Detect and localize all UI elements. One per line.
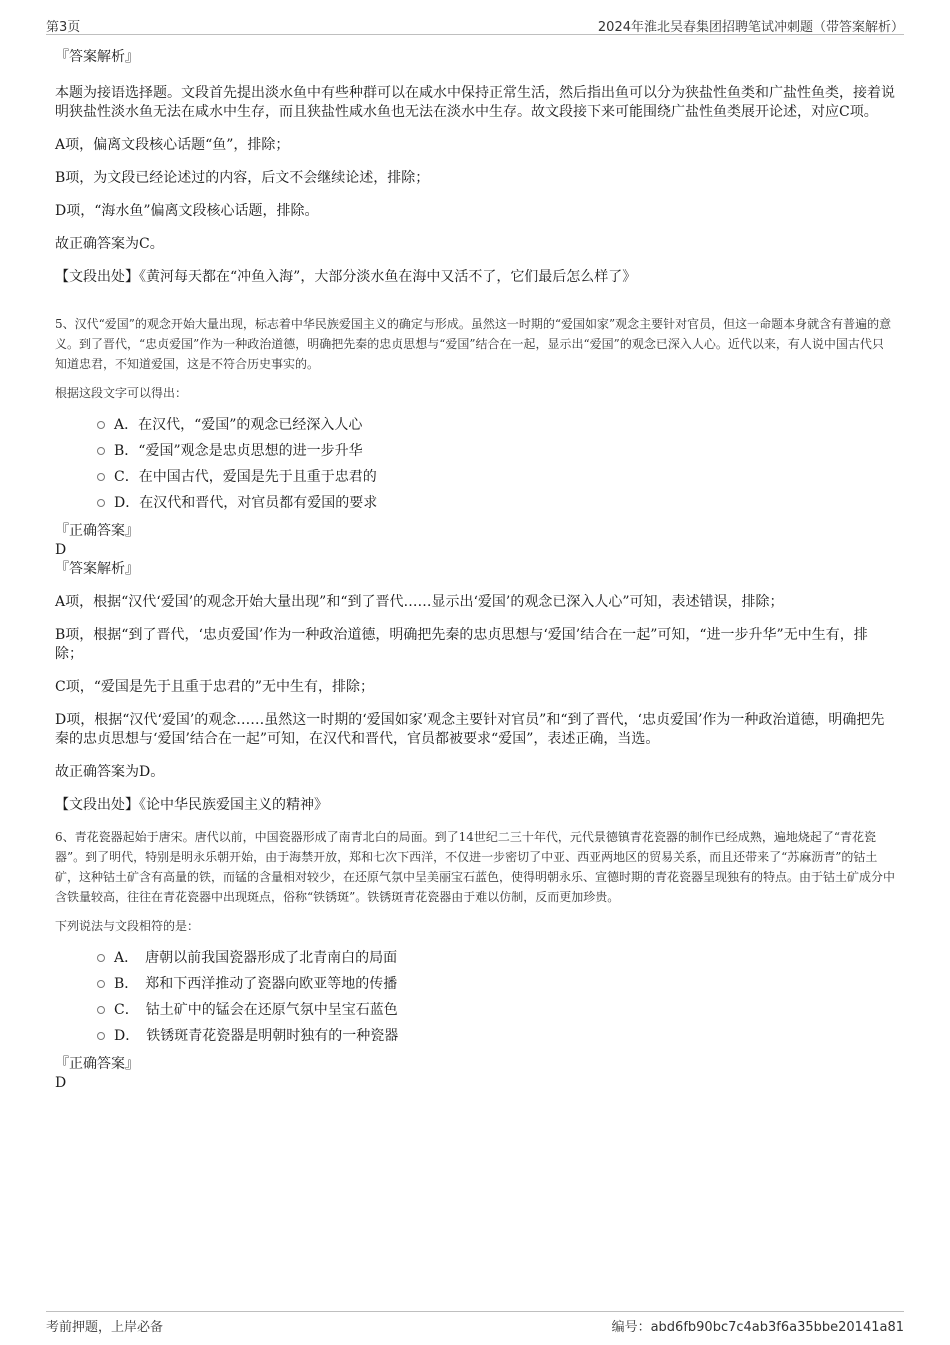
question-5-options: [55, 412, 895, 516]
radio-button-icon[interactable]: [97, 980, 105, 988]
footer-slogan: 考前押题，上岸必备: [46, 1320, 164, 1335]
passage-source: 【文段出处】《论中华民族爱国主义的精神》: [55, 797, 328, 813]
question-5-prompt: 根据这段文字可以得出：: [55, 386, 188, 400]
correct-answer-heading: 『正确答案』: [55, 523, 139, 539]
option-c-note: C项，“爱国是先于且重于忠君的”无中生有，排除；: [55, 679, 375, 695]
option-c[interactable]: [55, 997, 895, 1023]
page-number: 第3页: [46, 20, 81, 35]
option-d-note: D项，“海水鱼”偏离文段核心话题，排除。: [55, 203, 319, 219]
radio-button-icon[interactable]: [97, 473, 105, 481]
option-c[interactable]: [55, 464, 895, 490]
radio-button-icon[interactable]: [97, 499, 105, 507]
document-title: 2024年淮北吴春集团招聘笔试冲刺题（带答案解析）: [597, 20, 904, 35]
page-footer: [46, 1311, 904, 1334]
answer-analysis-heading: 『答案解析』: [55, 49, 139, 65]
analysis-paragraph: 本题为接语选择题。文段首先提出淡水鱼中有些种群可以在咸水中保持正常生活，然后指出鱼可以分为狭盐性鱼类和广盐性鱼类，接着说明狭盐性淡水鱼无法在咸水中生存，而且狭盐性咸水鱼也无法在淡水中生存。故文段接下来可能围绕广盐性鱼类展开论述，对应C项。: [55, 85, 895, 120]
option-label: C． 钴土矿中的锰会在还原气氛中呈宝石蓝色: [114, 1002, 398, 1018]
correct-answer-heading: 『正确答案』: [55, 1056, 139, 1072]
conclusion: 故正确答案为D。: [55, 764, 165, 780]
question-5-passage: 5、汉代“爱国”的观念开始大量出现，标志着中华民族爱国主义的确定与形成。虽然这一时期的“爱国如家”观念主要针对官员，但这一命题本身就含有普遍的意义。到了晋代，“忠贞爱国”作为一种政治道德，明确把先秦的忠贞思想与“爱国”结合在一起，显示出“爱国”的观念已深入人心。近代以来，有人说中国古代只知道忠君，不知道爱国，这是不符合历史事实的。: [55, 317, 892, 371]
question-6-prompt: 下列说法与文段相符的是：: [55, 919, 200, 933]
option-label: A． 唐朝以前我国瓷器形成了北青南白的局面: [114, 950, 398, 966]
answer-analysis-heading: 『答案解析』: [55, 561, 139, 577]
document-code: 编号：abd6fb90bc7c4ab3f6a35bbe20141a81: [611, 1320, 904, 1335]
option-label: D． 铁锈斑青花瓷器是明朝时独有的一种瓷器: [114, 1028, 399, 1044]
option-b-note: B项，为文段已经论述过的内容，后文不会继续论述，排除；: [55, 170, 430, 186]
option-label: D．在汉代和晋代，对官员都有爱国的要求: [114, 495, 378, 511]
radio-button-icon[interactable]: [97, 1006, 105, 1014]
radio-button-icon[interactable]: [97, 447, 105, 455]
option-b-note: B项，根据“到了晋代，‘忠贞爱国’作为一种政治道德，明确把先秦的忠贞思想与‘爱国’结合在一起”可知，“进一步升华”无中生有，排除；: [55, 627, 868, 662]
option-a[interactable]: [55, 412, 895, 438]
option-a[interactable]: [55, 945, 895, 971]
question-6-options: [55, 945, 895, 1049]
option-label: C．在中国古代，爱国是先于且重于忠君的: [114, 469, 377, 485]
option-b[interactable]: [55, 438, 895, 464]
radio-button-icon[interactable]: [97, 954, 105, 962]
option-d[interactable]: [55, 1023, 895, 1049]
page-content: [55, 44, 895, 1093]
radio-button-icon[interactable]: [97, 421, 105, 429]
option-label: B．“爱国”观念是忠贞思想的进一步升华: [114, 443, 363, 459]
correct-answer: D: [55, 542, 67, 558]
option-a-note: A项，偏离文段核心话题“鱼”，排除；: [55, 137, 290, 153]
radio-button-icon[interactable]: [97, 1032, 105, 1040]
passage-source: 【文段出处】《黄河每天都在“冲鱼入海”，大部分淡水鱼在海中又活不了，它们最后怎么样了》: [55, 269, 637, 285]
correct-answer: D: [55, 1075, 67, 1091]
option-label: B． 郑和下西洋推动了瓷器向欧亚等地的传播: [114, 976, 398, 992]
option-label: A．在汉代，“爱国”的观念已经深入人心: [114, 417, 363, 433]
question-6-passage: 6、青花瓷器起始于唐宋。唐代以前，中国瓷器形成了南青北白的局面。到了14世纪二三十年代，元代景德镇青花瓷器的制作已经成熟，遍地烧起了“青花瓷器”。到了明代，特别是明永乐朝开始，由于海禁开放，郑和七次下西洋，不仅进一步密切了中亚、西亚两地区的贸易关系，而且还带来了“苏麻沥青”的钴土矿，这种钴土矿含有高量的铁，而锰的含量相对较少，在还原气氛中呈美丽宝石蓝色，使得明朝永乐、宣德时期的青花瓷器呈现独有的特点。由于钴土矿成分中含铁量较高，往往在青花瓷器中出现斑点，俗称“铁锈斑”。铁锈斑青花瓷器由于难以仿制，反而更加珍贵。: [55, 830, 896, 904]
option-d[interactable]: [55, 490, 895, 516]
option-d-note: D项，根据“汉代‘爱国’的观念……虽然这一时期的‘爱国如家’观念主要针对官员”和“到了晋代，‘忠贞爱国’作为一种政治道德，明确把先秦的忠贞思想与‘爱国’结合在一起”可知，在汉代和晋代，官员都被要求“爱国”，表述正确，当选。: [55, 712, 885, 747]
option-b[interactable]: [55, 971, 895, 997]
conclusion: 故正确答案为C。: [55, 236, 164, 252]
page-header: [46, 14, 904, 35]
option-a-note: A项，根据“汉代‘爱国’的观念开始大量出现”和“到了晋代……显示出‘爱国’的观念已深入人心”可知，表述错误，排除；: [55, 594, 784, 610]
